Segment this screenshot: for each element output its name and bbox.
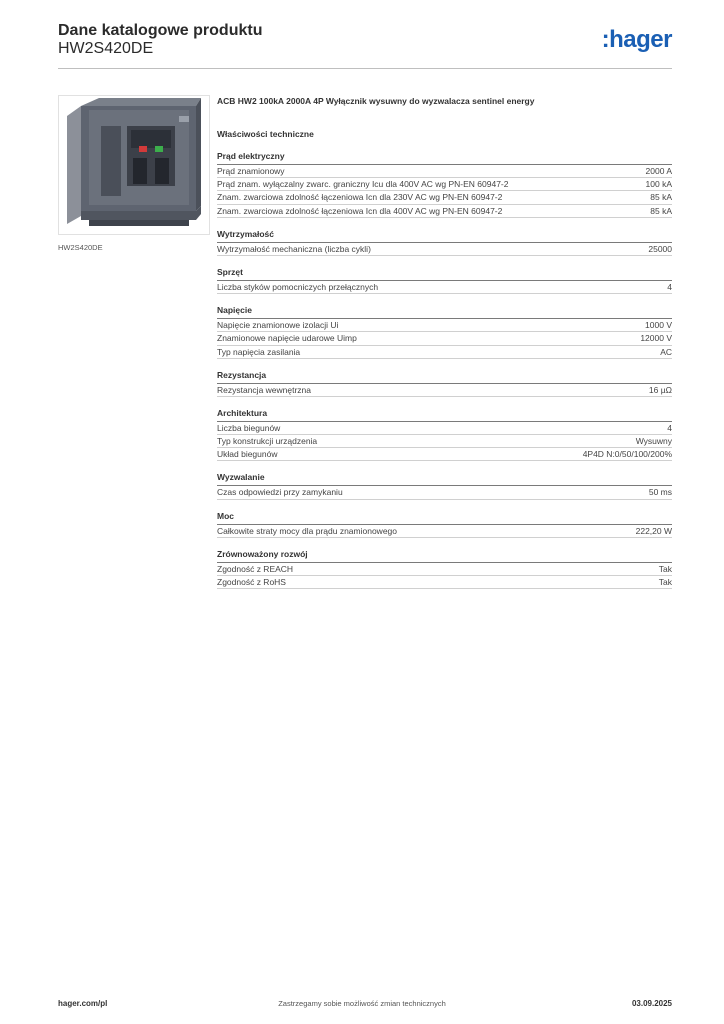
spec-label: Wytrzymałość mechaniczna (liczba cykli) <box>217 243 371 254</box>
properties-heading: Właściwości techniczne <box>217 129 314 139</box>
spec-value: 222,20 W <box>635 525 672 536</box>
spec-label: Prąd znam. wyłączalny zwarc. graniczny Icu dla 400V AC wg PN-EN 60947-2 <box>217 179 509 190</box>
spec-value: 4P4D N:0/50/100/200% <box>582 449 672 460</box>
spec-label: Zgodność z RoHS <box>217 577 286 587</box>
spec-value: 100 kA <box>645 179 672 190</box>
spec-label: Typ konstrukcji urządzenia <box>217 436 318 447</box>
spec-row <box>217 165 672 178</box>
product-image <box>58 95 210 235</box>
spec-row <box>217 422 672 435</box>
spec-value: 2000 A <box>645 166 672 176</box>
spec-row <box>217 346 672 359</box>
spec-label: Czas odpowiedzi przy zamykaniu <box>217 487 343 498</box>
spec-section <box>217 511 672 538</box>
spec-row <box>217 525 672 538</box>
section-title: Wytrzymałość <box>217 229 672 243</box>
spec-label: Znam. zwarciowa zdolność łączeniowa Icn dla 230V AC wg PN-EN 60947-2 <box>217 192 503 203</box>
document-title: Dane katalogowe produktu <box>58 22 263 39</box>
section-title: Rezystancja <box>217 370 672 384</box>
spec-section <box>217 305 672 359</box>
specification-content <box>217 96 672 600</box>
section-title: Wyzwalanie <box>217 472 672 486</box>
footer-disclaimer: Zastrzegamy sobie możliwość zmian technicznych <box>278 999 446 1008</box>
spec-label: Całkowite straty mocy dla prądu znamionowego <box>217 525 398 536</box>
spec-row <box>217 191 672 204</box>
spec-label: Napięcie znamionowe izolacji Ui <box>217 320 339 331</box>
circuit-breaker-illustration <box>59 96 209 234</box>
spec-row <box>217 576 672 589</box>
spec-label: Rezystancja wewnętrzna <box>217 384 312 395</box>
section-title: Zrównoważony rozwój <box>217 549 672 563</box>
spec-section <box>217 151 672 218</box>
spec-value: Wysuwny <box>635 436 672 447</box>
spec-section <box>217 267 672 294</box>
section-title: Architektura <box>217 408 672 422</box>
hager-logo[interactable]: :hager <box>601 26 672 53</box>
spec-row <box>217 435 672 448</box>
spec-value: 50 ms <box>648 487 672 498</box>
spec-value: AC <box>660 346 672 357</box>
spec-sections <box>217 151 672 589</box>
footer-date: 03.09.2025 <box>631 999 672 1008</box>
spec-row <box>217 243 672 256</box>
spec-section <box>217 408 672 462</box>
spec-label: Liczba styków pomocniczych przełącznych <box>217 281 379 292</box>
spec-value: 16 µΩ <box>648 384 672 395</box>
spec-section <box>217 370 672 397</box>
spec-value: 25000 <box>648 243 672 254</box>
section-title: Moc <box>217 511 672 525</box>
spec-value: 4 <box>667 422 672 433</box>
spec-section <box>217 549 672 589</box>
spec-label: Liczba biegunów <box>217 422 281 433</box>
footer-website-link[interactable]: hager.com/pl <box>58 999 108 1008</box>
spec-value: 85 kA <box>650 192 672 203</box>
spec-label: Znamionowe napięcie udarowe Uimp <box>217 333 357 344</box>
spec-section <box>217 229 672 256</box>
spec-value: Tak <box>658 577 672 587</box>
spec-label: Prąd znamionowy <box>217 166 285 176</box>
spec-row <box>217 205 672 218</box>
spec-value: 85 kA <box>650 205 672 216</box>
spec-label: Typ napięcia zasilania <box>217 346 301 357</box>
spec-value: 1000 V <box>645 320 672 331</box>
spec-row <box>217 178 672 191</box>
section-title: Sprzęt <box>217 267 672 281</box>
spec-label: Zgodność z REACH <box>217 563 294 574</box>
spec-row <box>217 486 672 499</box>
spec-row <box>217 332 672 345</box>
section-title: Napięcie <box>217 305 672 319</box>
spec-row <box>217 448 672 461</box>
spec-row <box>217 281 672 294</box>
spec-label: Układ biegunów <box>217 449 278 460</box>
image-caption: HW2S420DE <box>58 243 103 252</box>
spec-section <box>217 472 672 499</box>
spec-value: 12000 V <box>640 333 672 344</box>
product-code: HW2S420DE <box>58 40 154 57</box>
spec-row <box>217 563 672 576</box>
spec-label: Znam. zwarciowa zdolność łączeniowa Icn dla 400V AC wg PN-EN 60947-2 <box>217 205 503 216</box>
spec-value: 4 <box>667 281 672 292</box>
spec-row <box>217 384 672 397</box>
header-divider <box>58 68 672 69</box>
spec-row <box>217 319 672 332</box>
section-title: Prąd elektryczny <box>217 151 672 165</box>
product-description: ACB HW2 100kA 2000A 4P Wyłącznik wysuwny do wyzwalacza sentinel energy <box>217 96 535 106</box>
spec-value: Tak <box>658 563 672 574</box>
